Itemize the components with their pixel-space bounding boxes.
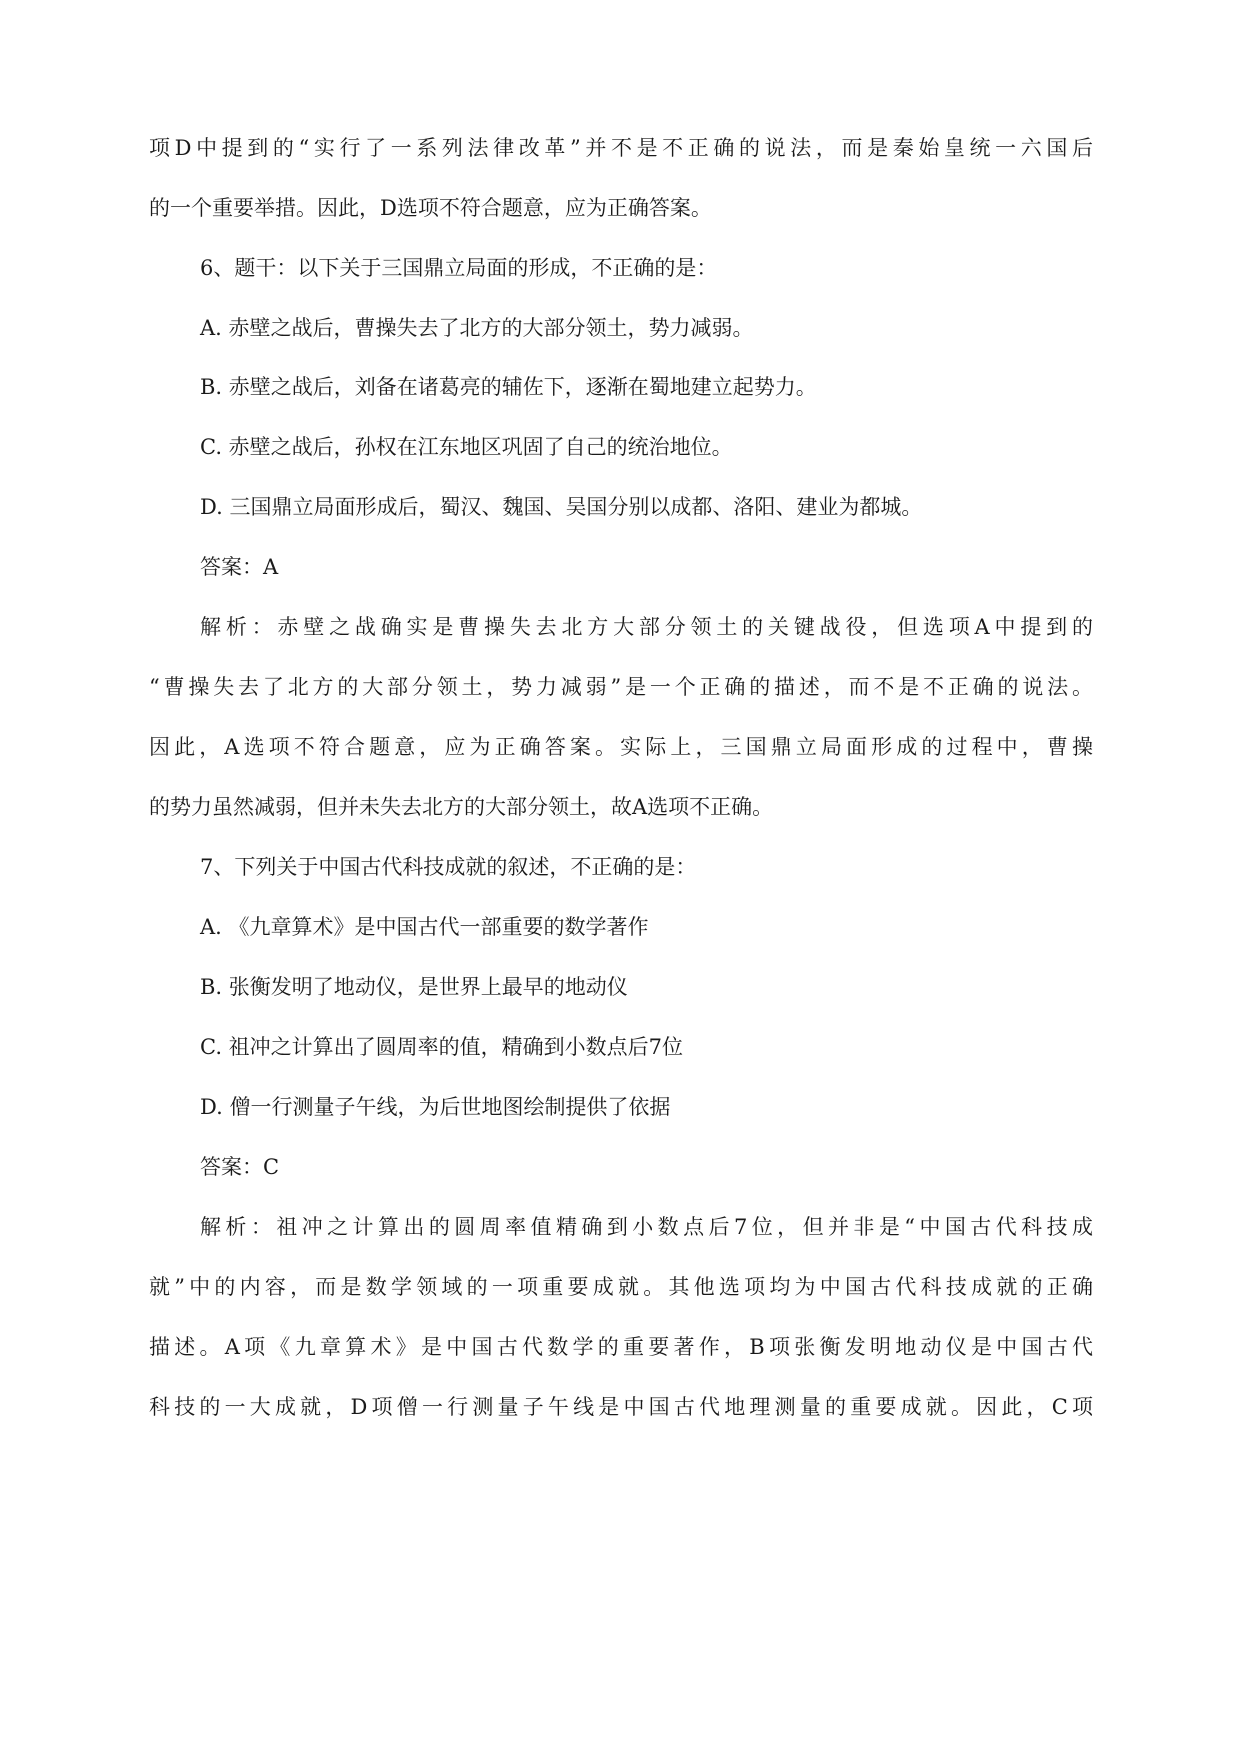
question-7-option-b: B. 张衡发明了地动仪，是世界上最早的地动仪 <box>200 975 628 999</box>
question-7-option-c: C. 祖冲之计算出了圆周率的值，精确到小数点后7位 <box>200 1035 684 1059</box>
question-7-explanation-line: 科技的一大成就，D项僧一行测量子午线是中国古代地理测量的重要成就。因此，C项 <box>149 1395 1093 1419</box>
question-7-explanation-line: 就”中的内容，而是数学领域的一项重要成就。其他选项均为中国古代科技成就的正确 <box>149 1275 1093 1299</box>
question-6-option-d: D. 三国鼎立局面形成后，蜀汉、魏国、吴国分别以成都、洛阳、建业为都城。 <box>200 495 923 519</box>
question-7-explanation-line: 描述。A项《九章算术》是中国古代数学的重要著作，B项张衡发明地动仪是中国古代 <box>149 1335 1093 1359</box>
question-6-option-a: A. 赤壁之战后，曹操失去了北方的大部分领土，势力减弱。 <box>200 316 754 340</box>
question-6-explanation-line: “曹操失去了北方的大部分领土，势力减弱”是一个正确的描述，而不是不正确的说法。 <box>149 675 1093 699</box>
question-6-explanation-line: 因此，A选项不符合题意，应为正确答案。实际上，三国鼎立局面形成的过程中，曹操 <box>149 735 1093 759</box>
paragraph-line: 项D中提到的“实行了一系列法律改革”并不是不正确的说法，而是秦始皇统一六国后 <box>149 136 1093 160</box>
question-7-option-d: D. 僧一行测量子午线，为后世地图绘制提供了依据 <box>200 1095 671 1119</box>
question-7-answer: 答案：C <box>200 1155 280 1179</box>
paragraph-line: 的一个重要举措。因此，D选项不符合题意，应为正确答案。 <box>149 196 712 220</box>
question-7-explanation-line: 解析：祖冲之计算出的圆周率值精确到小数点后7位，但并非是“中国古代科技成 <box>200 1215 1093 1239</box>
question-7-stem: 7、下列关于中国古代科技成就的叙述，不正确的是： <box>200 855 697 879</box>
question-6-explanation-line: 解析：赤壁之战确实是曹操失去北方大部分领土的关键战役，但选项A中提到的 <box>200 615 1093 639</box>
question-6-explanation-line: 的势力虽然减弱，但并未失去北方的大部分领土，故A选项不正确。 <box>149 795 774 819</box>
question-7-option-a: A. 《九章算术》是中国古代一部重要的数学著作 <box>200 915 649 939</box>
question-6-answer: 答案：A <box>200 555 279 579</box>
question-6-stem: 6、题干：以下关于三国鼎立局面的形成，不正确的是： <box>200 256 718 280</box>
question-6-option-c: C. 赤壁之战后，孙权在江东地区巩固了自己的统治地位。 <box>200 435 733 459</box>
question-6-option-b: B. 赤壁之战后，刘备在诸葛亮的辅佐下，逐渐在蜀地建立起势力。 <box>200 375 817 399</box>
